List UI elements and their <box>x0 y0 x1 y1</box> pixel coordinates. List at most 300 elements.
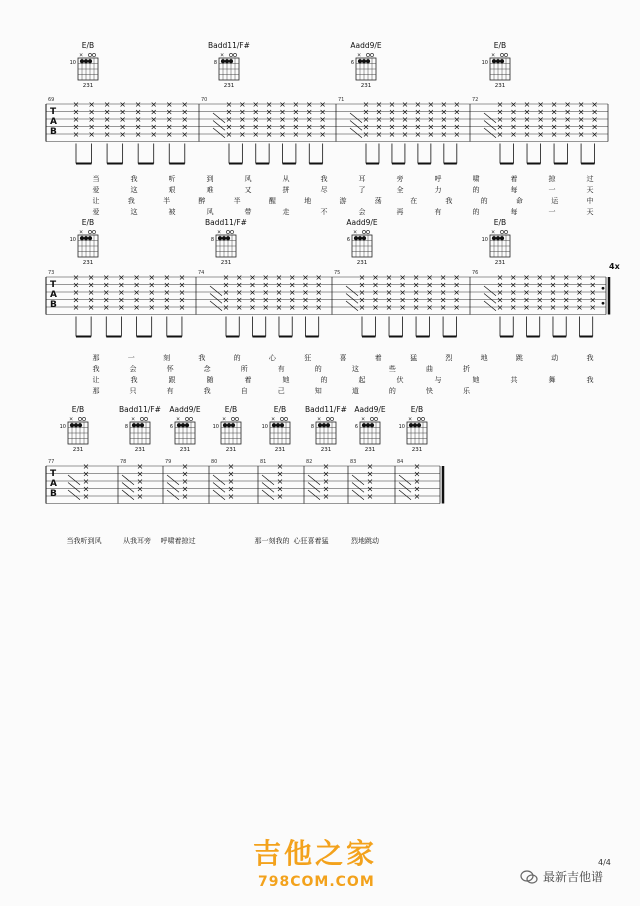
chord-diagram <box>346 218 378 266</box>
muted-note: × <box>133 295 140 305</box>
muted-note: × <box>550 100 558 109</box>
watermark-url: 798COM.COM <box>258 874 375 890</box>
chord-name: Aadd9/E <box>169 405 201 414</box>
muted-note: × <box>88 130 95 139</box>
measure-number: 73 <box>48 270 55 276</box>
muted-note: × <box>427 130 435 139</box>
chord-finger-dot <box>322 423 326 427</box>
chord-diagram <box>305 405 347 453</box>
muted-note: × <box>523 273 530 282</box>
lyric-char: 荡 <box>374 197 382 205</box>
lyric-char: 命 <box>515 197 523 205</box>
muted-note: × <box>165 122 173 132</box>
chord-finger-dot <box>413 423 417 427</box>
lyric-char: 这 <box>130 186 138 194</box>
muted-note: × <box>453 295 460 305</box>
lyric-char: 当 <box>92 175 100 183</box>
muted-note: × <box>181 484 189 494</box>
chord-open-mark <box>231 417 234 420</box>
muted-note: × <box>87 280 95 290</box>
summary-lyric: 烈地跳动 <box>351 537 379 545</box>
muted-note: × <box>252 115 260 124</box>
lyric-char: 伏 <box>396 376 404 384</box>
lyric-char: 的 <box>472 186 480 194</box>
muted-note: × <box>496 122 504 132</box>
chord-mute-mark: × <box>317 416 322 423</box>
strum-stroke <box>399 475 411 485</box>
chord-open-mark <box>88 230 91 233</box>
muted-note: × <box>252 130 260 139</box>
muted-note: × <box>453 100 461 109</box>
muted-note: × <box>222 303 230 312</box>
chord-finger-dot <box>226 236 230 240</box>
chord-open-mark <box>366 53 369 56</box>
muted-note: × <box>87 288 95 297</box>
chord-open-mark <box>233 53 236 56</box>
muted-note: × <box>225 115 233 124</box>
lyric-char: 有 <box>277 365 285 373</box>
chord-finger-dot <box>272 423 276 427</box>
muted-note: × <box>562 295 570 305</box>
strum-stroke <box>167 483 179 493</box>
muted-note: × <box>322 462 330 471</box>
summary-lyric: 那一刻我的 <box>254 537 290 545</box>
lyric-char: 着 <box>244 376 252 384</box>
chord-open-mark <box>144 417 147 420</box>
muted-note: × <box>550 130 558 139</box>
muted-note: × <box>82 462 90 471</box>
chord-name: E/B <box>81 218 95 227</box>
chord-fret-number: 10 <box>261 424 268 430</box>
chord-finger-dot <box>500 59 504 63</box>
tab-staff <box>46 277 606 315</box>
chord-diagram <box>70 41 98 89</box>
strum-stroke <box>122 475 134 485</box>
muted-note: × <box>288 273 296 282</box>
strum-stroke <box>213 483 225 493</box>
muted-note: × <box>591 100 598 109</box>
muted-note: × <box>399 288 406 297</box>
chord-open-mark <box>229 53 232 56</box>
muted-note: × <box>275 303 283 312</box>
muted-note: × <box>133 280 140 290</box>
muted-note: × <box>413 462 421 471</box>
chord-finger-dot <box>88 59 92 63</box>
muted-note: × <box>322 484 330 494</box>
lyric-char: 地 <box>304 197 312 205</box>
chord-name: Badd11/F# <box>119 405 161 414</box>
muted-note: × <box>319 122 327 132</box>
muted-note: × <box>275 288 283 297</box>
muted-note: × <box>426 303 433 312</box>
muted-note: × <box>414 100 422 109</box>
muted-note: × <box>227 462 235 471</box>
lyric-char: 我 <box>586 354 594 362</box>
muted-note: × <box>362 130 370 139</box>
lyric-char: 有 <box>434 208 442 216</box>
muted-note: × <box>87 295 95 305</box>
chord-diagram <box>350 41 382 89</box>
muted-note: × <box>178 288 186 297</box>
muted-note: × <box>537 100 544 109</box>
muted-note: × <box>165 107 173 117</box>
muted-note: × <box>388 107 396 117</box>
measure-number: 80 <box>211 459 218 465</box>
chord-fingering: 231 <box>364 447 376 453</box>
lyric-char: 一 <box>548 186 556 194</box>
muted-note: × <box>148 303 156 312</box>
lyric-char: 狂 <box>304 354 312 362</box>
summary-lyric: 当我听到风 <box>66 537 102 545</box>
strum-stroke <box>352 483 364 493</box>
muted-note: × <box>509 303 517 312</box>
muted-note: × <box>401 122 409 132</box>
muted-note: × <box>148 273 156 282</box>
muted-note: × <box>576 295 583 305</box>
chord-name: E/B <box>493 41 507 50</box>
lyric-char: 醉 <box>198 197 206 205</box>
muted-note: × <box>150 122 158 132</box>
strum-stroke <box>308 475 320 485</box>
muted-note: × <box>279 115 286 124</box>
chord-fingering: 231 <box>225 447 237 453</box>
muted-note: × <box>358 295 366 305</box>
muted-note: × <box>262 280 270 290</box>
muted-note: × <box>372 288 379 297</box>
strum-stroke <box>308 490 320 500</box>
strum-stroke <box>210 301 222 311</box>
muted-note: × <box>103 130 111 139</box>
muted-note: × <box>72 295 80 305</box>
muted-note: × <box>265 107 273 117</box>
strum-stroke <box>213 490 225 500</box>
chord-finger-dot <box>318 423 322 427</box>
muted-note: × <box>136 477 144 486</box>
muted-note: × <box>150 100 158 109</box>
chord-finger-dot <box>358 59 362 63</box>
chord-fingering: 231 <box>320 447 332 453</box>
muted-note: × <box>315 273 323 282</box>
muted-note: × <box>401 115 409 124</box>
strum-stroke <box>213 475 225 485</box>
lyric-char: 我 <box>130 175 138 183</box>
muted-note: × <box>305 130 313 139</box>
muted-note: × <box>399 303 406 312</box>
lyric-char: 艰 <box>168 186 176 194</box>
muted-note: × <box>222 295 230 305</box>
strum-stroke <box>350 121 362 131</box>
chord-mute-mark: × <box>69 416 74 423</box>
muted-note: × <box>262 295 270 305</box>
measure-number: 74 <box>198 270 205 276</box>
measure-number: 78 <box>120 459 127 465</box>
muted-note: × <box>134 115 142 124</box>
muted-note: × <box>496 115 504 124</box>
muted-note: × <box>413 469 421 479</box>
muted-note: × <box>322 477 330 486</box>
strum-stroke <box>484 286 496 296</box>
lyric-char: 那 <box>92 354 100 362</box>
muted-note: × <box>165 130 173 139</box>
muted-note: × <box>103 115 111 124</box>
chord-finger-dot <box>227 423 231 427</box>
chord-finger-dot <box>276 423 280 427</box>
muted-note: × <box>453 288 460 297</box>
chord-finger-dot <box>80 236 84 240</box>
muted-note: × <box>550 115 558 124</box>
lyric-char: 走 <box>282 208 290 216</box>
chord-open-mark <box>366 230 369 233</box>
lyric-char: 地 <box>480 354 488 362</box>
muted-note: × <box>439 280 447 290</box>
muted-note: × <box>510 130 517 139</box>
muted-note: × <box>134 130 142 139</box>
strum-stroke <box>213 113 225 123</box>
chord-open-mark <box>330 417 333 420</box>
lyric-char: 己 <box>277 387 285 395</box>
chord-open-mark <box>92 230 95 233</box>
lyric-char: 半 <box>163 197 171 205</box>
chord-finger-dot <box>492 59 496 63</box>
chord-name: Badd11/F# <box>205 218 247 227</box>
lyric-char: 耳 <box>358 175 366 183</box>
lyric-char: 中 <box>586 197 594 205</box>
strum-stroke <box>484 113 496 123</box>
lyric-char: 难 <box>206 186 214 194</box>
muted-note: × <box>276 469 284 479</box>
muted-note: × <box>315 280 323 290</box>
chord-fret-number: 10 <box>398 424 405 430</box>
muted-note: × <box>372 273 379 282</box>
wechat-account[interactable] <box>520 868 603 885</box>
chord-finger-dot <box>492 236 496 240</box>
chord-fret-number: 10 <box>481 237 488 243</box>
chord-diagram <box>213 405 241 453</box>
muted-note: × <box>72 130 80 139</box>
muted-note: × <box>88 107 95 117</box>
lyric-char: 一 <box>127 354 135 362</box>
lyric-char: 全 <box>396 186 404 194</box>
muted-note: × <box>88 115 95 124</box>
chord-fingering: 231 <box>220 260 232 266</box>
muted-note: × <box>375 100 383 109</box>
muted-note: × <box>118 303 125 312</box>
muted-note: × <box>181 107 189 117</box>
muted-note: × <box>235 273 243 282</box>
muted-note: × <box>523 100 531 109</box>
muted-note: × <box>181 100 189 109</box>
muted-note: × <box>589 280 597 290</box>
measure-number: 71 <box>338 97 345 103</box>
muted-note: × <box>239 100 246 109</box>
muted-note: × <box>536 303 544 312</box>
lyric-char: 我 <box>320 175 328 183</box>
lyric-char: 我 <box>445 197 453 205</box>
lyric-char: 的 <box>472 208 480 216</box>
muted-note: × <box>315 288 323 297</box>
chord-name: E/B <box>71 405 85 414</box>
chord-finger-dot <box>496 236 500 240</box>
chord-open-mark <box>230 230 233 233</box>
muted-note: × <box>414 107 422 117</box>
muted-note: × <box>181 122 189 132</box>
lyric-char: 乐 <box>463 387 470 395</box>
muted-note: × <box>366 469 374 479</box>
muted-note: × <box>119 130 126 139</box>
muted-note: × <box>150 130 158 139</box>
muted-note: × <box>401 107 409 117</box>
chord-open-mark <box>185 417 188 420</box>
chord-fingering: 231 <box>356 260 368 266</box>
measure-number: 83 <box>350 459 357 465</box>
chord-fingering: 231 <box>494 260 506 266</box>
muted-note: × <box>82 492 90 501</box>
muted-note: × <box>178 295 186 305</box>
lyric-char: 会 <box>358 208 366 216</box>
chord-fret-number: 10 <box>212 424 219 430</box>
lyric-char: 每 <box>510 186 518 194</box>
chord-name: Badd11/F# <box>208 41 250 50</box>
muted-note: × <box>496 130 504 139</box>
muted-note: × <box>427 107 435 117</box>
muted-note: × <box>225 130 233 139</box>
lyric-char: 掠 <box>548 175 556 183</box>
muted-note: × <box>576 280 583 290</box>
chord-fret-number: 6 <box>169 424 173 430</box>
chord-fret-number: 8 <box>210 237 214 243</box>
muted-note: × <box>288 295 296 305</box>
muted-note: × <box>550 122 558 132</box>
muted-note: × <box>288 280 296 290</box>
muted-note: × <box>279 100 286 109</box>
lyric-char: 从 <box>282 175 290 183</box>
muted-note: × <box>148 288 156 297</box>
tab-clef-letter: T <box>50 469 57 479</box>
lyric-char: 她 <box>472 376 480 384</box>
chord-open-mark <box>140 417 143 420</box>
muted-note: × <box>181 492 189 501</box>
muted-note: × <box>362 100 370 109</box>
muted-note: × <box>440 115 448 124</box>
muted-note: × <box>275 280 283 290</box>
muted-note: × <box>276 462 284 471</box>
tab-clef-letter: A <box>50 117 57 127</box>
lyric-char: 着 <box>374 354 382 362</box>
muted-note: × <box>439 295 447 305</box>
tab-clef-letter: B <box>50 127 57 137</box>
muted-note: × <box>265 100 273 109</box>
muted-note: × <box>163 303 171 312</box>
muted-note: × <box>222 280 230 290</box>
muted-note: × <box>577 130 585 139</box>
muted-note: × <box>496 107 504 117</box>
lyric-char: 跳 <box>515 354 523 362</box>
measure-number: 70 <box>201 97 208 103</box>
measure-number: 77 <box>48 459 55 465</box>
muted-note: × <box>372 280 379 290</box>
muted-note: × <box>249 303 256 312</box>
chord-finger-dot <box>221 59 225 63</box>
tab-clef-letter: B <box>50 489 57 499</box>
muted-note: × <box>537 122 544 132</box>
lyric-char: 那 <box>92 387 100 395</box>
muted-note: × <box>439 288 447 297</box>
muted-note: × <box>366 484 374 494</box>
muted-note: × <box>82 469 90 479</box>
muted-note: × <box>358 273 366 282</box>
muted-note: × <box>249 295 256 305</box>
muted-note: × <box>134 122 142 132</box>
muted-note: × <box>225 100 233 109</box>
muted-note: × <box>302 303 309 312</box>
lyric-char: 折 <box>463 365 470 373</box>
watermark-logo: 吉他之家 <box>253 837 378 870</box>
chord-finger-dot <box>231 423 235 427</box>
chord-open-mark <box>92 53 95 56</box>
lyric-char: 烈 <box>445 354 453 362</box>
chord-fingering: 231 <box>179 447 191 453</box>
muted-note: × <box>439 303 447 312</box>
muted-note: × <box>453 303 460 312</box>
muted-note: × <box>102 288 110 297</box>
strum-stroke <box>68 475 80 485</box>
chord-mute-mark: × <box>271 416 276 423</box>
lyric-char: 有 <box>166 387 174 395</box>
muted-note: × <box>413 492 421 501</box>
muted-note: × <box>72 303 80 312</box>
muted-note: × <box>509 280 517 290</box>
chord-diagram <box>60 405 88 453</box>
summary-lyric: 心狂喜着猛 <box>293 537 329 545</box>
measure-number: 76 <box>472 270 479 276</box>
muted-note: × <box>136 469 144 479</box>
chord-open-mark <box>280 417 283 420</box>
chord-name: Badd11/F# <box>305 405 347 414</box>
lyric-char: 跟 <box>168 376 176 384</box>
chord-fingering: 231 <box>411 447 423 453</box>
muted-note: × <box>412 273 420 282</box>
muted-note: × <box>440 100 448 109</box>
muted-note: × <box>577 122 585 132</box>
muted-note: × <box>426 288 433 297</box>
strum-stroke <box>122 490 134 500</box>
muted-note: × <box>181 477 189 486</box>
chord-mute-mark: × <box>357 52 362 59</box>
muted-note: × <box>178 273 186 282</box>
muted-note: × <box>181 469 189 479</box>
muted-note: × <box>537 107 544 117</box>
muted-note: × <box>87 273 95 282</box>
lyric-char: 自 <box>240 387 248 395</box>
lyric-char: 让 <box>92 376 100 384</box>
muted-note: × <box>413 484 421 494</box>
muted-note: × <box>385 295 393 305</box>
chord-fret-number: 8 <box>310 424 314 430</box>
lyric-char: 起 <box>358 376 366 384</box>
muted-note: × <box>305 100 313 109</box>
chord-finger-dot <box>177 423 181 427</box>
lyric-char: 游 <box>339 197 347 205</box>
chord-diagram <box>482 218 510 266</box>
muted-note: × <box>119 107 126 117</box>
lyric-char: 再 <box>396 208 404 216</box>
muted-note: × <box>292 122 300 132</box>
chord-fret-number: 10 <box>59 424 66 430</box>
muted-note: × <box>249 273 256 282</box>
muted-note: × <box>181 130 189 139</box>
muted-note: × <box>315 303 323 312</box>
lyric-char: 心 <box>268 354 276 362</box>
